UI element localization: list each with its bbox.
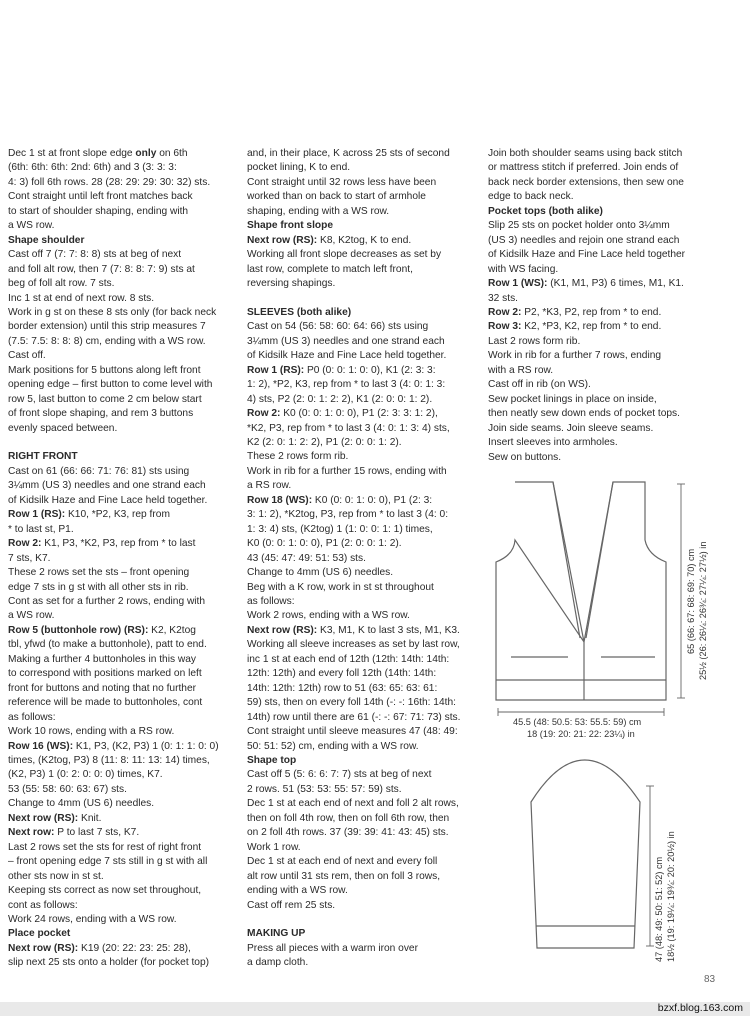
text-line: Work 24 rows, ending with a WS row.	[8, 913, 177, 925]
text-line: Cont straight until left front matches back	[8, 191, 193, 203]
text-line: 14th: 12th: 12th) row to 51 (63: 65: 63: 61:	[247, 682, 438, 694]
text-line: Cast off in rib (on WS).	[488, 379, 591, 391]
text-line: Next row (RS): K3, M1, K to last 3 sts, M1, K3.	[247, 624, 460, 636]
text-line: ending with a WS row.	[247, 885, 348, 897]
text-line: as follows:	[8, 711, 56, 723]
row-label: Row 16 (WS):	[8, 740, 74, 752]
text-line: Row 1 (RS): P0 (0: 0: 1: 0: 0), K1 (2: 3: 3:	[247, 364, 436, 376]
text-line: of Kidsilk Haze and Fine Lace held together.	[8, 494, 208, 506]
text-line: Work 2 rows, ending with a WS row.	[247, 610, 410, 622]
body-height-in-label: 25½ (26: 26¼: 26¾: 27¼: 27½) in	[698, 541, 708, 680]
text-line: 4: 3) foll 6th rows. 28 (28: 29: 29: 30: 32) sts.	[8, 176, 211, 188]
text-line: evenly spaced between.	[8, 422, 118, 434]
text-line: *K2, P3, rep from * to last 3 (4: 0: 1: 3: 4) sts,	[247, 422, 450, 434]
text-line: Inc 1 st at end of next row. 8 sts.	[8, 292, 155, 304]
inline-bold-only: only	[135, 148, 157, 159]
section-heading: Shape shoulder	[8, 234, 85, 246]
text-line: (6th: 6th: 6th: 2nd: 6th) and 3 (3: 3: 3:	[8, 162, 177, 174]
text-line: row 5, last button to come 2 cm below start	[8, 393, 202, 405]
text-line: These 2 rows set the sts – front opening	[8, 567, 190, 579]
body-front-slope-right	[586, 482, 613, 638]
section-heading: MAKING UP	[247, 928, 306, 940]
text-line: Insert sleeves into armholes.	[488, 437, 618, 449]
sleeve-length-in-label: 18½ (19: 19¼: 19¾: 20: 20½) in	[666, 831, 676, 962]
text-line: other sts now in st st.	[8, 870, 104, 882]
text-line: front for buttons and noting that no further	[8, 682, 197, 694]
footer-credit: bzxf.blog.163.com	[657, 1002, 743, 1014]
text-line: 1: 2), *P2, K3, rep from * to last 3 (4: 0: 1: 3:	[247, 379, 446, 391]
text-line: 50: 51: 52) cm, ending with a WS row.	[247, 740, 419, 752]
text-line: times, (K2tog, P3) 8 (11: 8: 11: 13: 14) times,	[8, 754, 210, 766]
body-front-slope-left	[553, 482, 580, 638]
text-line: Slip 25 sts on pocket holder onto 3¼mm	[488, 220, 670, 232]
text-line: K0 (0: 0: 1: 0: 0), P1 (2: 0: 0: 1: 2).	[247, 538, 402, 550]
section-heading: Place pocket	[8, 928, 71, 940]
row-label: Row 2:	[488, 306, 522, 318]
text-line: Dec 1 st at each end of next and foll 2 alt rows,	[247, 798, 459, 810]
row-label: Next row:	[8, 827, 55, 839]
text-line: 7 sts, K7.	[8, 552, 51, 564]
text-line: with a RS row.	[488, 364, 554, 376]
text-line: Sew on buttons.	[488, 451, 562, 463]
text-line: Work in rib for a further 15 rows, ending with	[247, 465, 447, 477]
text-line: Next row (RS): Knit.	[8, 812, 102, 824]
text-line: reversing shapings.	[247, 278, 336, 290]
text-line: or mattress stitch if preferred. Join ends of	[488, 162, 679, 174]
text-line: (7.5: 7.5: 8: 8: 8) cm, ending with a WS row.	[8, 335, 206, 347]
text-line: Row 3: K2, *P3, K2, rep from * to end.	[488, 321, 662, 333]
text-line: to correspond with positions marked on left	[8, 668, 202, 680]
text-line: Join both shoulder seams using back stitch	[488, 148, 683, 159]
text-line: These 2 rows form rib.	[247, 451, 349, 463]
text-line: Row 5 (buttonhole row) (RS): K2, K2tog	[8, 624, 196, 636]
text-line: pocket lining, K to end.	[247, 162, 351, 174]
footer-bar	[0, 1002, 750, 1016]
inline-lead: Dec 1 st at front slope edge	[8, 148, 136, 159]
text-line: Work in rib for a further 7 rows, ending	[488, 350, 662, 362]
body-width-in-label: 18 (19: 20: 21: 22: 23¼) in	[527, 729, 635, 739]
row-label: Row 1 (RS):	[247, 364, 305, 376]
text-line: alt row until 31 sts rem, then on foll 3 rows,	[247, 870, 441, 882]
text-line: Working all sleeve increases as set by last row,	[247, 639, 460, 651]
text-line: Row 1 (RS): K10, *P2, K3, rep from	[8, 509, 170, 521]
body-width-cm-label: 45.5 (48: 50.5: 53: 55.5: 59) cm	[513, 717, 642, 727]
body-height-cm-label: 65 (66: 67: 68: 69: 70) cm	[686, 548, 696, 654]
text-line: Cast on 54 (56: 58: 60: 64: 66) sts using	[247, 321, 429, 333]
text-line: opening edge – first button to come level with	[8, 379, 213, 391]
text-line: and foll alt row, then 7 (7: 8: 8: 7: 9) sts at	[8, 263, 195, 275]
text-line: Cast off rem 25 sts.	[247, 899, 336, 911]
text-line: with WS facing.	[488, 263, 559, 275]
text-line: Beg with a K row, work in st st throughout	[247, 581, 434, 593]
row-label: Next row (RS):	[247, 624, 318, 636]
text-line: Sew pocket linings in place on inside,	[488, 393, 657, 405]
text-line: Dec 1 st at each end of next and every foll	[247, 856, 438, 868]
text-line: back neck border extensions, then sew one	[488, 176, 684, 188]
text-line: Row 2: P2, *K3, P2, rep from * to end.	[488, 306, 662, 318]
section-heading: Shape front slope	[247, 220, 334, 232]
text-line: 14th) row until there are 61 (-: -: 67: 71: 73) sts.	[247, 711, 461, 723]
text-line: Press all pieces with a warm iron over	[247, 942, 418, 954]
text-line: a RS row.	[247, 480, 292, 492]
text-line: as follows:	[247, 595, 295, 607]
text-line: last row, complete to match left front,	[247, 263, 413, 275]
text-line: 32 sts.	[488, 292, 519, 304]
text-line: 1: 3: 4) sts, (K2tog) 1 (1: 0: 0: 1: 1) times,	[247, 523, 433, 535]
text-line: Cast on 61 (66: 66: 71: 76: 81) sts using	[8, 465, 190, 477]
text-line: inc 1 st at each end of 12th (12th: 14th: 14th:	[247, 653, 450, 665]
text-line: Last 2 rows set the sts for rest of right front	[8, 841, 202, 853]
row-label: Next row (RS):	[8, 942, 79, 954]
row-label: Row 5 (buttonhole row) (RS):	[8, 624, 149, 636]
text-line: slip next 25 sts onto a holder (for pocket top)	[8, 957, 210, 969]
text-line: a WS row.	[8, 220, 55, 232]
text-line: Next row: P to last 7 sts, K7.	[8, 827, 140, 839]
text-line: then on foll 4th row, then on foll 6th row, then	[247, 812, 450, 824]
section-heading: RIGHT FRONT	[8, 451, 78, 463]
text-line: Row 2: K0 (0: 0: 1: 0: 0), P1 (2: 3: 3: 1: 2),	[247, 408, 438, 420]
text-line: Cont as set for a further 2 rows, ending with	[8, 595, 206, 607]
section-heading: SLEEVES (both alike)	[247, 306, 352, 318]
text-line: * to last st, P1.	[8, 523, 74, 535]
text-line: Work 10 rows, ending with a RS row.	[8, 726, 175, 738]
text-line: Working all front slope decreases as set by	[247, 249, 442, 261]
section-heading: Shape top	[247, 754, 297, 766]
text-line: Row 1 (WS): (K1, M1, P3) 6 times, M1, K1.	[488, 278, 684, 290]
text-line: Mark positions for 5 buttons along left front	[8, 364, 201, 376]
text-line: Work 1 row.	[247, 841, 301, 853]
row-label: Row 1 (RS):	[8, 509, 66, 521]
text-line: shaping, ending with a WS row.	[247, 205, 390, 217]
row-label: Row 1 (WS):	[488, 278, 548, 290]
text-line: Cont straight until 32 rows less have been	[247, 176, 437, 188]
text-line: 3¼mm (US 3) needles and one strand each	[247, 335, 445, 347]
text-line: Row 16 (WS): K1, P3, (K2, P3) 1 (0: 1: 1: 0: 0)	[8, 740, 219, 752]
text-line: a WS row.	[8, 610, 55, 622]
text-line: K2 (2: 0: 1: 2: 2), P1 (2: 0: 0: 1: 2).	[247, 437, 402, 448]
row-label: Row 2:	[247, 408, 281, 420]
row-label: Row 18 (WS):	[247, 494, 313, 506]
text-line: 3: 1: 2), *K2tog, P3, rep from * to last 3 (4: 0:	[247, 509, 449, 521]
text-line: reference will be made to buttonholes, cont	[8, 697, 203, 709]
text-line: 2 rows. 51 (53: 53: 55: 57: 59) sts.	[247, 783, 402, 795]
text-line: Last 2 rows form rib.	[488, 335, 581, 347]
row-label: Next row (RS):	[8, 812, 79, 824]
text-line: Change to 4mm (US 6) needles.	[247, 567, 394, 579]
text-line: border extension) until this strip measures 7	[8, 321, 206, 333]
text-line: Next row (RS): K19 (20: 22: 23: 25: 28),	[8, 942, 191, 954]
text-line: to start of shoulder shaping, ending with	[8, 205, 189, 217]
text-line: on 2 foll 4th rows. 37 (39: 39: 41: 43: 45) sts.	[247, 827, 449, 839]
section-heading: Pocket tops (both alike)	[488, 205, 603, 217]
text-line: a damp cloth.	[247, 957, 309, 969]
text-line: (K2, P3) 1 (0: 2: 0: 0: 0) times, K7.	[8, 769, 163, 781]
text-line: 4) sts, P2 (2: 0: 1: 2: 2), K1 (2: 0: 0: 1: 2).	[247, 393, 433, 405]
text-line: edge to back neck.	[488, 191, 574, 203]
text-line: of Kidsilk Haze and Fine Lace held together.	[247, 350, 447, 362]
text-line: 59) sts, then on every foll 14th (-: -: 16th: 14th:	[247, 697, 456, 709]
text-line: tbl, yfwd (to make a buttonhole), patt to end.	[8, 639, 207, 651]
text-line: of front slope shaping, and rem 3 buttons	[8, 408, 194, 420]
text-line: Next row (RS): K8, K2tog, K to end.	[247, 234, 412, 246]
text-line: Cast off.	[8, 350, 46, 362]
text-line: 53 (55: 58: 60: 63: 67) sts.	[8, 783, 127, 795]
text-line: (US 3) needles and rejoin one strand each	[488, 234, 680, 246]
text-line: 12th: 12th) and every foll 12th (14th: 14th:	[247, 668, 437, 680]
text-line: Work in g st on these 8 sts only (for back neck	[8, 306, 217, 318]
sleeve-schematic-outline	[531, 760, 640, 948]
text-line: edge 7 sts in g st with all other sts in rib.	[8, 581, 189, 593]
sleeve-length-cm-label: 47 (48: 49: 50: 51: 52) cm	[654, 856, 664, 962]
text-line: Change to 4mm (US 6) needles.	[8, 798, 155, 810]
text-line: worked than on back to start of armhole	[247, 191, 426, 203]
body-schematic-outline	[496, 482, 666, 700]
text-line: Cast off 5 (5: 6: 6: 7: 7) sts at beg of next	[247, 769, 432, 781]
text-line: then neatly sew down ends of pocket tops.	[488, 408, 680, 420]
text-line: Row 2: K1, P3, *K2, P3, rep from * to last	[8, 538, 196, 550]
text-line: Row 18 (WS): K0 (0: 0: 1: 0: 0), P1 (2: 3:	[247, 494, 433, 506]
text-line: 43 (45: 47: 49: 51: 53) sts.	[247, 552, 366, 564]
text-line: – front opening edge 7 sts still in g st with all	[8, 856, 208, 868]
text-line: Cast off 7 (7: 7: 8: 8) sts at beg of next	[8, 249, 182, 261]
text-line: of Kidsilk Haze and Fine Lace held together	[488, 249, 686, 261]
row-label: Row 2:	[8, 538, 42, 550]
text-line: Keeping sts correct as now set throughout,	[8, 885, 202, 897]
text-line: beg of foll alt row. 7 sts.	[8, 278, 115, 290]
page-number: 83	[704, 974, 716, 985]
row-label: Next row (RS):	[247, 234, 318, 246]
text-line: 3¼mm (US 3) needles and one strand each	[8, 480, 206, 492]
text-line: cont as follows:	[8, 899, 78, 911]
text-line: Join side seams. Join sleeve seams.	[488, 422, 654, 434]
text-line: Making a further 4 buttonholes in this way	[8, 653, 197, 665]
row-label: Row 3:	[488, 321, 522, 333]
inline-tail: on 6th	[156, 148, 188, 159]
text-line: and, in their place, K across 25 sts of second	[247, 148, 450, 159]
text-line: Cont straight until sleeve measures 47 (48: 49:	[247, 726, 458, 738]
